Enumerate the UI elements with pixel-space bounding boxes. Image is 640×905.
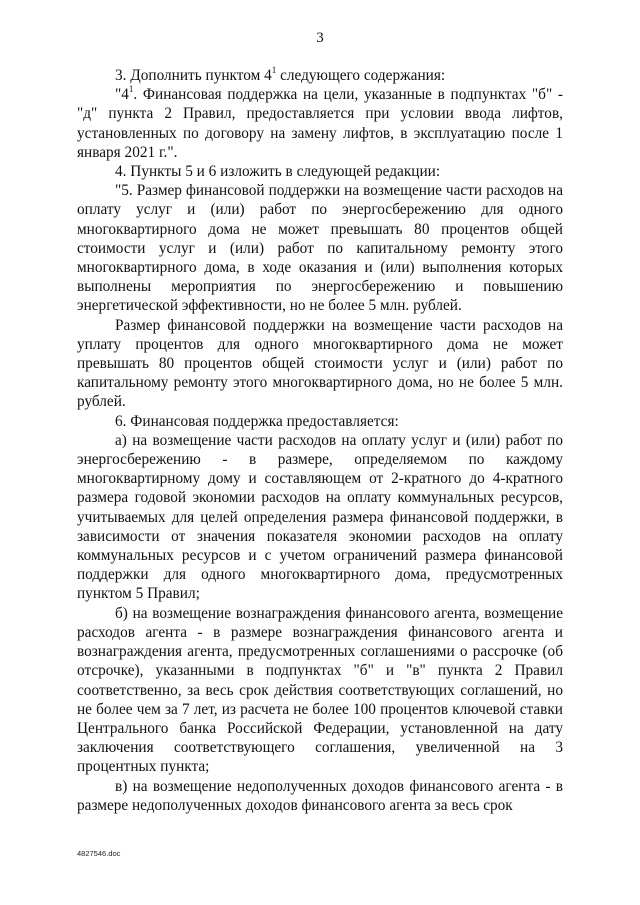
paragraph-text: следующего содержания: <box>276 67 446 84</box>
document-file-code: 4827546.doc <box>77 849 121 858</box>
document-body <box>77 66 563 815</box>
paragraph-text: 3. Дополнить пунктом 4 <box>115 67 272 84</box>
paragraph-text: . Финансовая поддержка на цели, указанные в подпунктах "б" - "д" пункта 2 Правил, предоставляется при условии ввода лифтов, установленных по договору на замену лифтов, в эксплуатацию после 1 января 2021 г.". <box>77 86 563 161</box>
paragraph-item-4: 4. Пункты 5 и 6 изложить в следующей редакции: <box>115 163 441 181</box>
paragraph-subpoint-v: в) на возмещение недополученных доходов финансового агента - в размере недополученных доходов финансового агента за весь срок <box>77 777 563 814</box>
paragraph-point-6: 6. Финансовая поддержка предоставляется: <box>115 412 399 430</box>
paragraph-item-3 <box>77 66 563 85</box>
paragraph-point-5: "5. Размер финансовой поддержки на возмещение части расходов на оплату услуг и (или) работ по энергосбережению для одного многоквартирного дома не может превышать 80 процентов общей стоимости услуг и (или) работ по капитальному ремонту этого многоквартирного дома, в ходе оказания и (или) выполнения которых выполнены мероприятия по энергосбережению и повышению энергетической эффективности, но не более 5 млн. рублей. <box>77 182 563 315</box>
paragraph-point-5-continued: Размер финансовой поддержки на возмещение части расходов на уплату процентов для одного многоквартирного дома не может превышать 80 процентов общей стоимости услуг и (или) работ по капитальному ремонту этого многоквартирного дома, но не более 5 млн. рублей. <box>77 316 563 411</box>
paragraph-text: "4 <box>115 86 129 104</box>
paragraph-subpoint-b: б) на возмещение вознаграждения финансового агента, возмещение расходов агента - в размере вознаграждения финансового агента и вознаграждения агента, предусмотренных соглашениями о рассрочке (об отсрочке), указанными в подпунктах "б" и "в" пункта 2 Правил соответственно, за весь срок действия соответствующих соглашений, но не более чем за 7 лет, из расчета не более 100 процентов ключевой ставки Центрального банка Российской Федерации, установленной на дату заключения соответствующего соглашения, увеличенной на 3 процентных пункта; <box>77 604 563 776</box>
superscript: 1 <box>271 64 277 75</box>
page-number: 3 <box>316 30 324 46</box>
paragraph-point-4-1 <box>77 85 563 162</box>
superscript: 1 <box>128 84 134 95</box>
paragraph-subpoint-a: а) на возмещение части расходов на оплату услуг и (или) работ по энергосбережению - в размере, определяемом по каждому многоквартирному дому и составляющем от 2-кратного до 4-кратного размера годовой экономии расходов на оплату коммунальных ресурсов, учитываемых для целей определения размера финансовой поддержки, в зависимости от значения показателя экономии расходов на оплату коммунальных ресурсов и с учетом ограничений размера финансовой поддержки для одного многоквартирного дома, предусмотренных пунктом 5 Правил; <box>77 431 563 603</box>
